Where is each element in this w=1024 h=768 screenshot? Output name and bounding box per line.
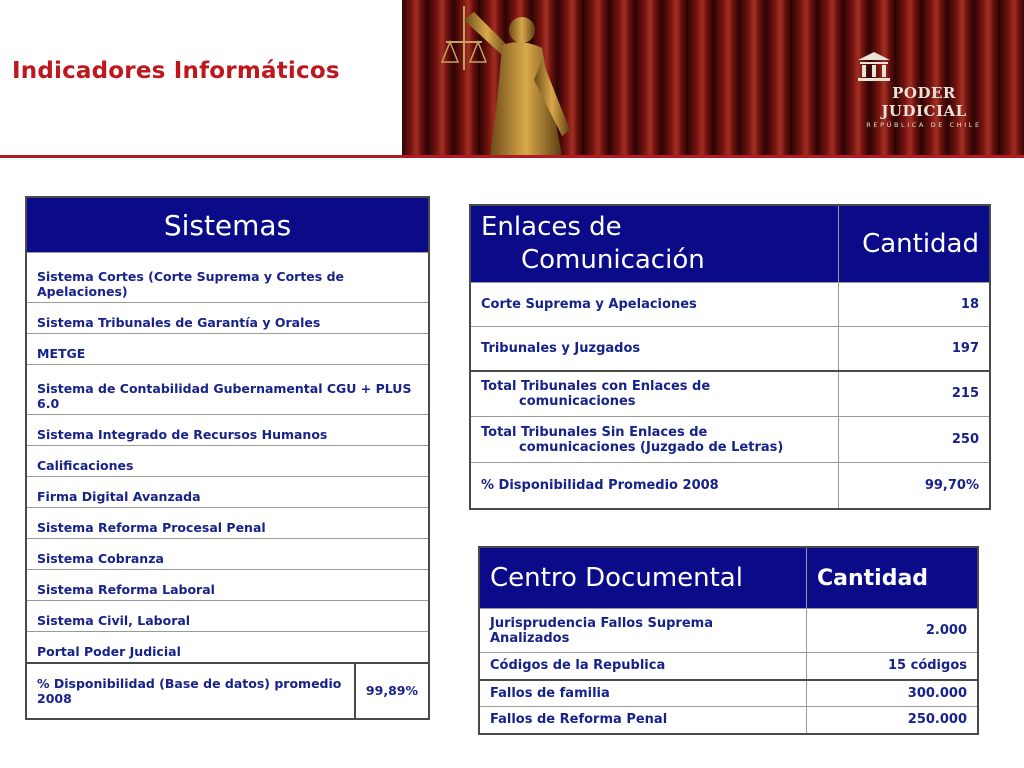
centro-row-label: Fallos de Reforma Penal [479,707,807,734]
courthouse-icon [854,50,894,82]
sistemas-row: Sistema Civil, Laboral [26,601,429,632]
logo-subtitle: REPÚBLICA DE CHILE [866,121,982,129]
sistemas-row: Portal Poder Judicial [26,632,429,663]
enlaces-row-label: Corte Suprema y Apelaciones [470,283,839,327]
sistemas-row: Firma Digital Avanzada [26,477,429,508]
enlaces-row-value: 250 [839,417,991,463]
sistemas-availability-label: % Disponibilidad (Base de datos) promedio 2008 [26,663,355,719]
sistemas-header: Sistemas [26,197,429,253]
header-divider [0,155,1024,158]
sistemas-row: Sistema Reforma Procesal Penal [26,508,429,539]
enlaces-row-label: Tribunales y Juzgados [470,327,839,371]
centro-row-label: Fallos de familia [479,680,807,707]
sistemas-availability-value: 99,89% [355,663,429,719]
enlaces-row-label [470,417,839,463]
sistemas-row: Sistema de Contabilidad Gubernamental CGU + PLUS 6.0 [26,365,429,415]
sistemas-row: Sistema Cortes (Corte Suprema y Cortes de Apelaciones) [26,253,429,303]
sistemas-row: Calificaciones [26,446,429,477]
enlaces-header-line1: Enlaces de [481,212,622,242]
sistemas-row: Sistema Integrado de Recursos Humanos [26,415,429,446]
enlaces-row-value: 197 [839,327,991,371]
enlaces-header [470,205,839,283]
logo-name: PODER JUDICIAL [881,84,967,120]
sistemas-row: Sistema Tribunales de Garantía y Orales [26,303,429,334]
enlaces-row-label-line2: comunicaciones [519,393,636,409]
centro-row-value: 300.000 [807,680,979,707]
header-banner [402,0,1024,156]
centro-quantity-header: Cantidad [807,547,979,609]
sistemas-row: METGE [26,334,429,365]
enlaces-row-value: 99,70% [839,463,991,509]
enlaces-row-value: 215 [839,371,991,417]
enlaces-row-label: % Disponibilidad Promedio 2008 [470,463,839,509]
enlaces-table [469,204,991,510]
centro-row-label: Jurisprudencia Fallos Suprema Analizados [479,609,807,653]
page-title: Indicadores Informáticos [12,58,340,84]
centro-row-value: 250.000 [807,707,979,734]
centro-row-value: 15 códigos [807,653,979,680]
centro-row-value: 2.000 [807,609,979,653]
enlaces-row-label-line1: Total Tribunales Sin Enlaces de [481,424,708,440]
enlaces-row-label-line2: comunicaciones (Juzgado de Letras) [519,439,784,455]
sistemas-row: Sistema Reforma Laboral [26,570,429,601]
centro-documental-table [478,546,979,735]
enlaces-quantity-header: Cantidad [839,205,991,283]
centro-header: Centro Documental [479,547,807,609]
centro-row-label: Códigos de la Republica [479,653,807,680]
enlaces-row-value: 18 [839,283,991,327]
sistemas-table [25,196,430,720]
enlaces-header-line2: Comunicación [521,245,705,275]
enlaces-row-label-line1: Total Tribunales con Enlaces de [481,378,711,394]
poder-judicial-logo [854,50,994,129]
sistemas-row: Sistema Cobranza [26,539,429,570]
enlaces-row-label [470,371,839,417]
